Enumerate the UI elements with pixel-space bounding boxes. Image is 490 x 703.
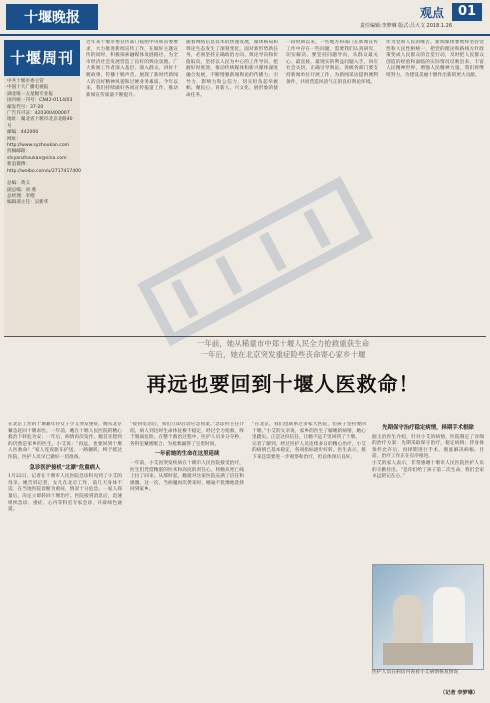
- article-paragraph: 一年前，小艾因突发疾病在十堰市人民医院接受治疗，医生们凭借精湛的医术和高度的责任心，将她从死亡线上拉了回来。从那时起，她就对这家医院充满了信任和感激。这一次，当病魔再次袭来时，她毫不犹豫地选择回到家乡。: [130, 460, 244, 493]
- info-line: 国内统一刊号：CN42-0114/03: [7, 98, 73, 104]
- article-column-2: [130, 422, 244, 692]
- edition-meta: 责任编辑:李梦琳 版式:吕大文 2018.1.26: [360, 23, 452, 29]
- subheading: 一年前她的生命在这里延续: [154, 451, 220, 458]
- headline-block: [86, 338, 480, 397]
- article-paragraph: “在北京，我们也联系过多家大医院，但孩子坚持要回十堰。”小艾的父亲说，家乡的医生了解她的病情，她心里踏实。正是这份信任，让她不远千里回到了十堰。: [252, 422, 366, 441]
- staff-line: 副总编：刘 燕: [7, 187, 37, 193]
- info-line: 广告许可证：420300400007: [7, 111, 70, 117]
- article-paragraph: 小艾的家人表示，非常感谢十堰市人民医院医护人员的辛勤付出。“是你们给了孩子第二次生命，我们全家永远铭记在心。”: [372, 460, 484, 480]
- staff-line: 编辑部主任：吴新华: [7, 200, 49, 206]
- subheadline: 一年前，她从稀童市中郑十堰人民全力抢救重获生命: [196, 339, 370, 348]
- staff-line: 总经理：李德: [7, 193, 35, 199]
- info-line: 湖北唯一五星级专业报: [7, 91, 53, 97]
- author-byline: （记者 李梦琳）: [440, 690, 479, 696]
- info-line: 网址：http://www.syzhoukan.com: [7, 136, 70, 149]
- masthead-info: [4, 76, 80, 210]
- info-line: http://weibo.com/u/2717417400: [7, 168, 82, 174]
- page-number: 01: [452, 3, 482, 21]
- subheading: 先期保守治疗稳定病情，择期手术根除: [382, 425, 474, 431]
- info-line: shiyanzhoukan@sina.com: [7, 155, 67, 161]
- info-line: 中共十堰市委主管: [7, 79, 44, 84]
- info-line: 投稿邮箱：: [7, 149, 30, 155]
- column-3: 一段时期以来，一些地方和部门在新闻宣传工作中存在一些问题，需要我们认真研究、切实解决。要坚持问题导向，从群众最关心、最直接、最现实的利益问题入手，回应社会关切，正确引导舆论。各级各部门要支持新闻单位开展工作，为新闻采访提供便利条件，共同营造风清气正的良好舆论环境。: [286, 40, 378, 85]
- masthead-sidebar: [4, 40, 80, 336]
- newspaper-logo: [6, 4, 98, 30]
- masthead-title: 十堰周刊: [4, 40, 80, 76]
- article-column-3: [252, 422, 366, 692]
- info-line: 邮发代号：37-20: [7, 104, 44, 110]
- article-column-4: [372, 422, 484, 562]
- subheading: 急诊医护接机“北漂”危重病人: [29, 464, 101, 471]
- section-divider: [4, 336, 486, 337]
- article-paragraph: 记者了解到，经过医护人员连续多日的精心治疗，小艾的病情已基本稳定，各项指标逐步好转。医生表示，接下来还需要进一步观察和治疗，但总体预后良好。: [252, 441, 366, 460]
- article-paragraph: 在北京工作的十堰籍年轻女子小艾突发重症，她从北京紧急赶回十堰求医。一年前，她在十堰人民医院的精心救治下转危为安；一年后，病情再次发作，她首先想到的仍然是家乡的医生。小艾说：“再远，也要回到十堰人医救命！”家人连夜驱车护送，一路辗转，终于抵达医院，医护人员早已做好一切准备。: [8, 422, 122, 460]
- article-paragraph: “接到电话后，我们立即启动应急预案。”急诊科主任介绍，病人到达时生命体征极不稳定，经过全力抢救，终于脱离危险。在整个救治过程中，医护人员争分夺秒，各科室紧密配合，为抢救赢得了宝贵时间。: [130, 422, 244, 447]
- info-line: 邮编：442000: [7, 130, 39, 136]
- column-2: 随着网络信息技术的快速发展，媒体格局和舆论生态发生了深刻变化。面对新形势新任务，必须坚持正确政治方向、舆论导向和价值取向，坚持以人民为中心的工作导向，把握好时度效，推动传统媒体和新兴媒体深度融合发展，不断增强新闻舆论的传播力、引导力、影响力和公信力，切实担负起举旗帜、聚民心、育新人、兴文化、展形象的使命任务。: [186, 40, 278, 98]
- news-photo: [372, 564, 484, 670]
- staff-line: 总编：黄义: [7, 181, 30, 187]
- info-line: 中国十大广播电视报: [7, 85, 49, 91]
- article-column-1: [8, 422, 122, 692]
- info-line: 地址：湖北省十堰市北京北路40号: [7, 117, 73, 129]
- main-headline: 再远也要回到十堰人医救命！: [146, 372, 420, 396]
- photo-bed: [383, 643, 473, 665]
- logo-text: 十堰晚报: [24, 10, 80, 26]
- info-line: 新浪微博：: [7, 162, 30, 168]
- subheadline: 一年后，她在北京突发重症险些丧命寄心家乡十堰: [200, 350, 366, 359]
- column-4: 作为党和人民的喉舌，新闻媒体要始终坚持党性和人民性相统一，把党的理论和路线方针政策变成人民群众的自觉行动，及时把人民群众创造的经验和面临的实际情况反映出来，丰富人民精神世界，增强人民精神力量。我们将继续努力，为建设美丽十堰作出新的更大贡献。: [386, 40, 484, 78]
- article-paragraph: 据主治医生介绍，针对小艾的病情，医院制定了详细的治疗方案：先期采取保守治疗，稳定病情；待身体条件允许后，再择期进行手术，彻底解决病根。目前，治疗工作正在有序推进。: [372, 434, 484, 460]
- column-1: 近年来十堰市委宣传部门按照中央和省委要求，大力推进新闻宣传工作，在做好主题宣传的同时，积极探索融媒体发展路径，为全市经济社会发展营造了良好的舆论氛围。广大新闻工作者深入基层、深入群众，讲好十堰故事，传播十堰声音，展现了新时代新闻人的良好精神风貌和过硬业务素质。今年以来，我们持续做好各项宣传报道工作，推动新闻宣传质量不断提升。: [86, 40, 178, 98]
- photo-caption: 医护人员在病房内查看小艾病情恢复情况: [372, 670, 459, 675]
- page-header: [0, 0, 490, 36]
- article-paragraph: 1月22日，记者在十堰市人民医院急诊科见到了小艾的母亲。她告诉记者，女儿在北京工作，前几天身体不适，在当地医院诊断为重症，情况十分危急。一家人商量后，决定立即转回十堰治疗。医院接到消息后，迅速组织急诊、重症、心内等科室专家会诊，开辟绿色通道。: [8, 474, 122, 513]
- section-label: 观点: [420, 6, 445, 20]
